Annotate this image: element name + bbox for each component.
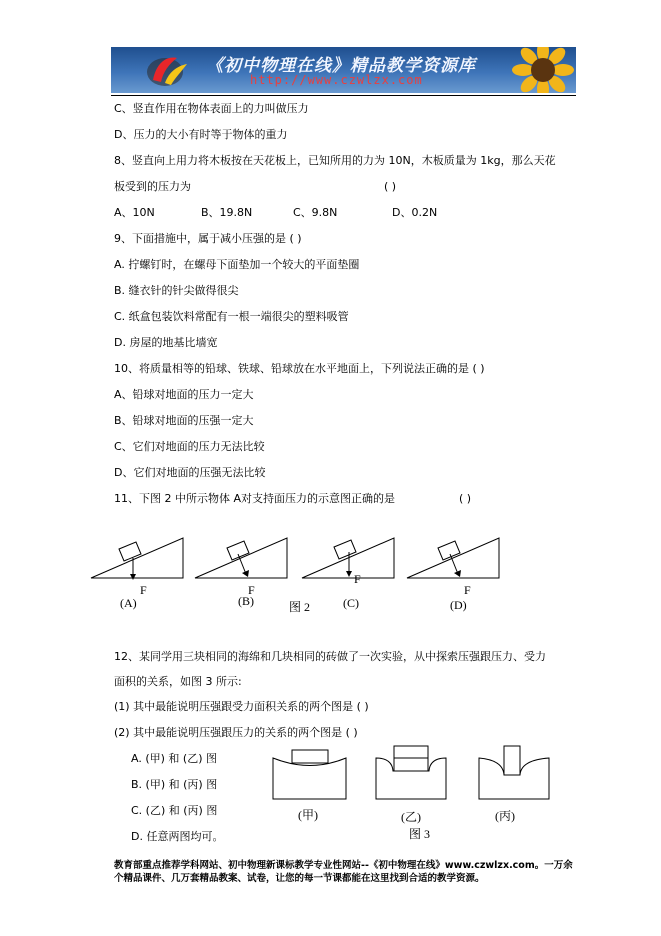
question-11: 11、下图 2 中所示物体 A对支持面压力的示意图正确的是 <box>114 492 396 505</box>
footer-line-1: 教育部重点推荐学科网站、初中物理新课标教学专业性网站--《初中物理在线》www.czwlzx.com。一万余 <box>114 860 573 871</box>
question-8: 8、竖直向上用力将木板按在天花板上，已知所用的力为 10N，木板质量为 1kg，那么天花 <box>114 154 556 167</box>
option-12a: A. (甲) 和 (乙) 图 <box>131 752 217 765</box>
option-9c: C. 纸盒包装饮料常配有一根一端很尖的塑料吸管 <box>114 310 349 323</box>
fig3-label-jia: (甲) <box>298 808 318 822</box>
brick-bing <box>504 746 520 775</box>
force-label-d: F <box>464 583 471 597</box>
question-12-part2: (2) 其中最能说明压强跟压力的关系的两个图是 ( ) <box>114 726 358 739</box>
option-8a: A、10N <box>114 206 155 219</box>
force-arrow-d <box>450 554 458 574</box>
option-7c: C、竖直作用在物体表面上的力叫做压力 <box>114 102 309 115</box>
option-8c: C、9.8N <box>293 206 338 219</box>
question-12: 12、某同学用三块相同的海绵和几块相同的砖做了一次实验，从中探索压强跟压力、受力 <box>114 650 546 663</box>
question-8-cont: 板受到的压力为 <box>114 180 191 193</box>
question-12-cont: 面积的关系，如图 3 所示: <box>114 675 242 688</box>
figure-3-sponges <box>270 745 560 807</box>
block-b <box>227 541 249 560</box>
option-8d: D、0.2N <box>392 206 438 219</box>
force-arrow-b <box>238 554 246 574</box>
answer-paren-11: ( ) <box>459 492 472 505</box>
option-9b: B. 缝衣针的针尖做得很尖 <box>114 284 239 297</box>
fig2-label-c: (C) <box>343 596 359 610</box>
fig2-caption: 图 2 <box>289 600 311 614</box>
option-10a: A、铅球对地面的压力一定大 <box>114 388 254 401</box>
fig2-label-a: (A) <box>120 596 137 610</box>
force-label-c: F <box>354 572 361 586</box>
fig2-label-d: (D) <box>450 598 467 612</box>
answer-paren-8: ( ) <box>384 180 397 193</box>
header-banner <box>111 47 576 93</box>
fig3-label-yi: (乙) <box>401 810 421 824</box>
fig2-label-b: (B) <box>238 594 254 608</box>
option-12d: D. 任意两图均可。 <box>131 830 224 843</box>
option-10b: B、铅球对地面的压强一定大 <box>114 414 254 427</box>
footer-line-2: 个精品课件、几万套精品教案、试卷，让您的每一节课都能在这里找到合适的教学资源。 <box>114 873 485 884</box>
option-9d: D. 房屋的地基比墙宽 <box>114 336 218 349</box>
question-12-part1: (1) 其中最能说明压强跟受力面积关系的两个图是 ( ) <box>114 700 369 713</box>
brick-yi-bottom <box>394 758 428 771</box>
site-url: http://www.czwlzx.com <box>250 73 423 87</box>
brick-jia <box>292 750 328 763</box>
fig3-caption: 图 3 <box>409 827 431 841</box>
block-d <box>438 541 460 560</box>
question-9: 9、下面措施中，属于减小压强的是 ( ) <box>114 232 302 245</box>
force-label-a: F <box>140 583 147 597</box>
option-7d: D、压力的大小有时等于物体的重力 <box>114 128 288 141</box>
sponge-jia <box>273 758 346 799</box>
option-8b: B、19.8N <box>201 206 253 219</box>
fig3-label-bing: (丙) <box>495 809 515 823</box>
brick-yi-top <box>394 746 428 758</box>
option-9a: A. 拧螺钉时，在螺母下面垫加一个较大的平面垫圈 <box>114 258 360 271</box>
option-10d: D、它们对地面的压强无法比较 <box>114 466 266 479</box>
force-label-b: F <box>248 583 255 597</box>
option-12c: C. (乙) 和 (丙) 图 <box>131 804 218 817</box>
header-rule <box>111 95 576 96</box>
option-10c: C、它们对地面的压力无法比较 <box>114 440 265 453</box>
site-logo-icon <box>143 50 191 90</box>
question-10: 10、将质量相等的铅球、铁球、铅球放在水平地面上，下列说法正确的是 ( ) <box>114 362 485 375</box>
option-12b: B. (甲) 和 (丙) 图 <box>131 778 218 791</box>
site-title: 《初中物理在线》精品教学资源库 <box>206 56 476 76</box>
sunflower-icon <box>512 47 574 93</box>
